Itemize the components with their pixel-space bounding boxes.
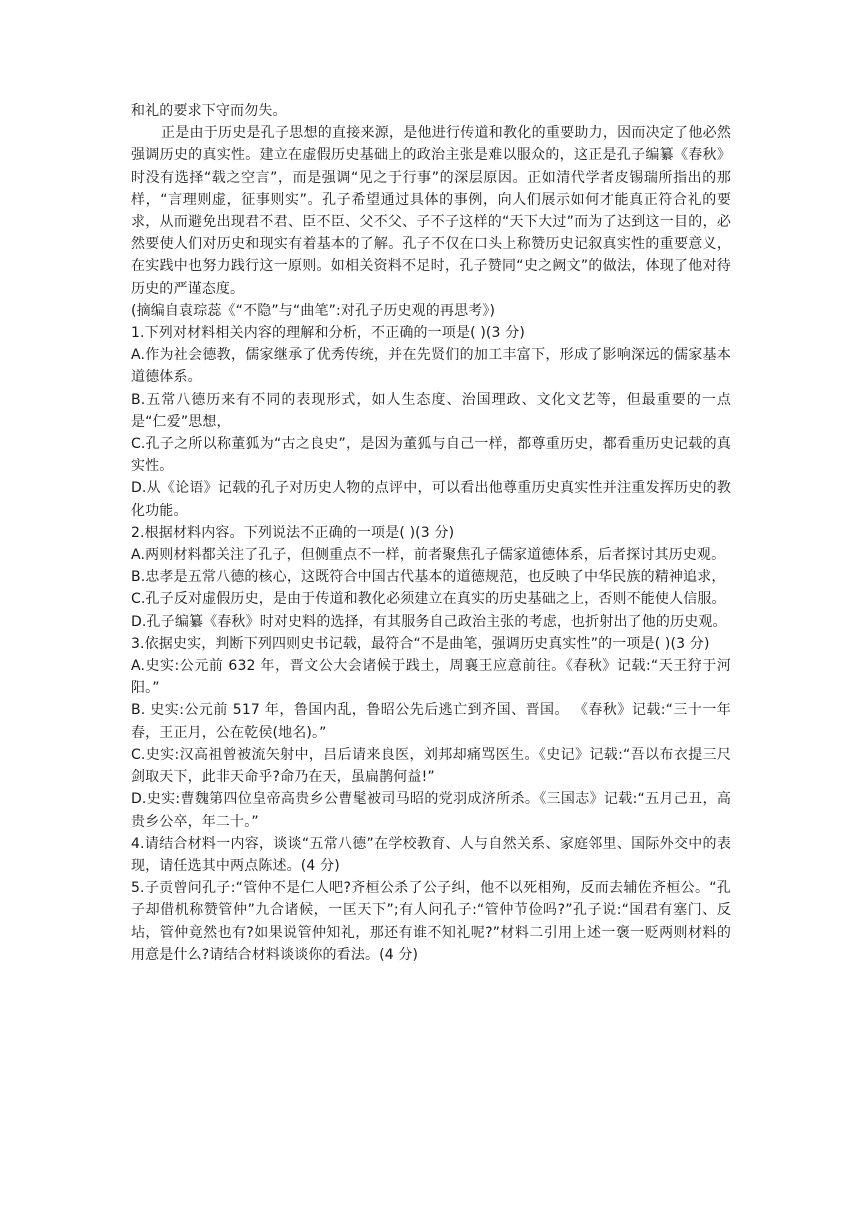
question-3 xyxy=(131,633,731,833)
passage-continuation: 和礼的要求下守而勿失。 xyxy=(131,103,287,119)
question-option: A.史实:公元前 632 年，晋文公大会诸候于践土，周襄王应意前往。《春秋》记载:“天王狩于河阳。” xyxy=(131,658,731,697)
question-stem: 2.根据材料内容。下列说法不正确的一项是( )(3 分) xyxy=(131,524,455,541)
question-option: D.史实:曹魏第四位皇帝高贵乡公曹髦被司马昭的党羽成济所杀。《三国志》记载:“五月己丑，高贵乡公卒，年二十。” xyxy=(131,791,731,830)
passage-source: (摘编自袁琮蕊《“不隐”与“曲笔”:对孔子历史观的再思考》) xyxy=(131,302,496,319)
question-2 xyxy=(131,522,731,633)
question-option: A.作为社会德教，儒家继承了优秀传统，并在先贤们的加工丰富下，形成了影响深远的儒家基本道德体系。 xyxy=(131,347,731,386)
question-stem: 5.子贡曾问孔子:“管仲不是仁人吧?齐桓公杀了公子纠，他不以死相殉，反而去辅佐齐桓公。“孔子却借机称赞管仲”九合诸候，一匡天下”;有人问孔子:“管仲节俭吗?”孔子说:“国君有塞门、反坫，管仲竟然也有?如果说管仲知礼，那还有谁不知礼呢?”材料二引用上述一褒一贬两则材料的用意是什么?请结合材料谈谈你的看法。(4 分) xyxy=(131,880,731,963)
question-1 xyxy=(131,322,731,522)
question-option: C.孔子反对虚假历史，是由于传道和教化必须建立在真实的历史基础之上，否则不能使人信服。 xyxy=(131,591,726,608)
question-option: B.忠孝是五常八德的核心，这既符合中国古代基本的道德规范，也反映了中华民族的精神追求， xyxy=(131,569,726,586)
question-stem: 1.下列对材料相关内容的理解和分析，不正确的一项是( )(3 分) xyxy=(131,325,525,342)
question-4 xyxy=(131,833,731,877)
question-stem: 4.请结合材料一内容，谈谈“五常八德”在学校教育、人与自然关系、家庭邻里、国际外交中的表现，请任选其中两点陈述。(4 分) xyxy=(131,835,731,874)
question-stem: 3.依据史实，判断下列四则史书记载，最符合“不是曲笔，强调历史真实性”的一项是( )(3 分) xyxy=(131,635,710,652)
question-option: C.史实:汉高祖曾被流矢射中，吕后请来良医，刘邦却痛骂医生。《史记》记载:“吾以布衣提三尺剑取天下，此非天命乎?命乃在天，虽扁鹊何益!” xyxy=(131,746,731,786)
document-page xyxy=(131,100,731,966)
question-option: B. 史实:公元前 517 年，鲁国内乱，鲁昭公先后逃亡到齐国、晋国。 《春秋》记载:“三十一年春，王正月，公在乾侯(地名)。” xyxy=(131,702,731,741)
question-option: C.孔子之所以称董狐为“古之良史”，是因为董狐与自己一样，都尊重历史，都看重历史记载的真实性。 xyxy=(131,436,731,475)
question-option: A.两则材料都关注了孔子，但侧重点不一样，前者聚焦孔子儒家道德体系，后者探讨其历史观。 xyxy=(131,547,726,564)
question-5 xyxy=(131,877,731,966)
passage-paragraph: 正是由于历史是孔子思想的直接来源，是他进行传道和教化的重要助力，因而决定了他必然强调历史的真实性。建立在虚假历史基础上的政治主张是难以服众的，这正是孔子编纂《春秋》时没有选择“载之空言”，而是强调“见之于行事”的深层原因。正如清代学者皮锡瑞所指出的那样，“言理则虚，征事则实”。孔子希望通过具体的事例，向人们展示如何才能真正符合礼的要求，从而避免出现君不君、臣不臣、父不父、子不子这样的“天下大过”而为了达到这一目的，必然要使人们对历史和现实有着基本的了解。孔子不仅在口头上称赞历史记叙真实性的重要意义，在实践中也努力践行这一原则。如相关资料不足时，孔子赞同“史之阙文”的做法，体现了他对待历史的严谨态度。 xyxy=(131,125,731,297)
question-option: B.五常八德历来有不同的表现形式，如人生态度、治国理政、文化文艺等，但最重要的一点是“仁爱”思想， xyxy=(131,391,731,430)
question-option: D.从《论语》记载的孔子对历史人物的点评中，可以看出他尊重历史真实性并注重发挥历史的教化功能。 xyxy=(131,480,731,519)
question-option: D.孔子编纂《春秋》时对史料的选择，有其服务自己政治主张的考虑，也折射出了他的历史观。 xyxy=(131,613,727,630)
